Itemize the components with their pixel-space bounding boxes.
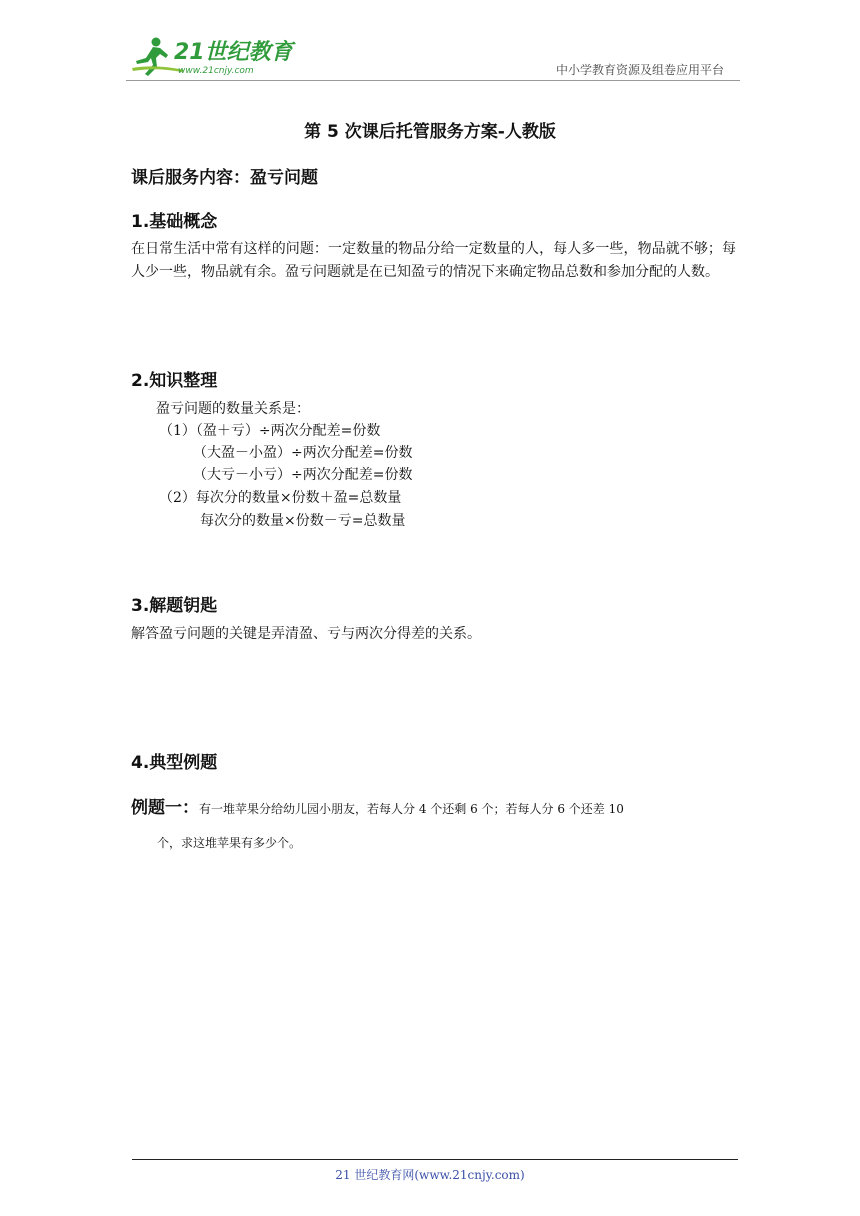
formula-line: 每次分的数量×份数－亏=总数量	[200, 513, 406, 529]
section-paragraph-3: 解答盈亏问题的关键是弄清盈、亏与两次分得差的关系。	[131, 626, 481, 642]
footer-link[interactable]: 21 世纪教育网(www.21cnjy.com)	[335, 1168, 525, 1182]
example-label: 例题一：	[131, 798, 199, 818]
example-text: 有一堆苹果分给幼儿园小朋友，若每人分 4 个还剩 6 个；若每人分 6 个还差 10	[199, 802, 624, 816]
example-text-continued: 个，求这堆苹果有多少个。	[157, 836, 302, 850]
content-heading: 课后服务内容：盈亏问题	[131, 168, 318, 188]
logo-url: www.21cnjy.com	[178, 66, 254, 76]
footer-divider	[132, 1159, 738, 1160]
page-header	[126, 34, 738, 80]
section-heading-2: 2.知识整理	[131, 371, 218, 391]
logo-text: 21世纪教育	[174, 40, 293, 65]
section-heading-1: 1.基础概念	[131, 212, 218, 232]
section-heading-3: 3.解题钥匙	[131, 596, 218, 616]
formula-line: 盈亏问题的数量关系是：	[156, 401, 310, 417]
formula-line: （大亏－小亏）÷两次分配差=份数	[193, 467, 413, 483]
header-divider	[126, 80, 740, 81]
site-logo	[126, 34, 296, 78]
formula-line: （1）（盈＋亏）÷两次分配差=份数	[159, 423, 381, 439]
formula-line: （大盈－小盈）÷两次分配差=份数	[193, 445, 413, 461]
section-heading-4: 4.典型例题	[131, 753, 218, 773]
section-paragraph-1: 在日常生活中常有这样的问题：一定数量的物品分给一定数量的人，每人多一些，物品就不够；每人少一些，物品就有余。盈亏问题就是在已知盈亏的情况下来确定物品总数和参加分配的人数。	[131, 241, 736, 280]
page-title: 第 5 次课后托管服务方案-人教版	[304, 122, 556, 142]
formula-line: （2）每次分的数量×份数＋盈=总数量	[159, 490, 402, 506]
platform-tagline: 中小学教育资源及组卷应用平台	[555, 63, 724, 77]
example-1	[131, 793, 624, 818]
